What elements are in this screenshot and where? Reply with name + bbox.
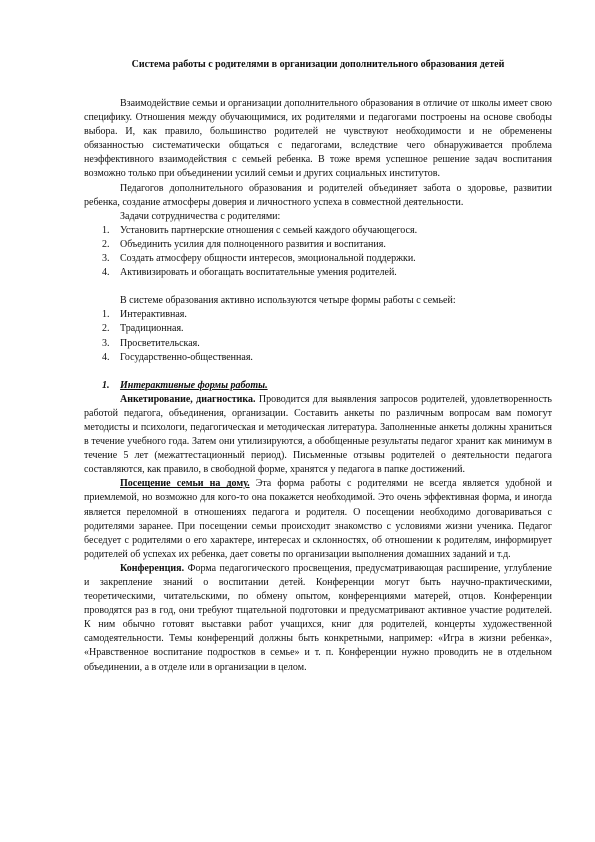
section-number: 1. — [102, 379, 110, 391]
conference-paragraph — [84, 562, 552, 675]
list-item-text: Интерактивная. — [120, 309, 187, 321]
section-title: Интерактивные формы работы. — [120, 379, 268, 391]
survey-lead: Анкетирование, диагностика. — [120, 393, 256, 405]
list-number: 1. — [102, 224, 110, 236]
tasks-heading: Задачи сотрудничества с родителями: — [120, 210, 281, 222]
list-number: 2. — [102, 238, 110, 250]
conference-text: Форма педагогического просвещения, предусматривающая расширение, углубление и закрепление знаний о воспитании детей. Конференции могут быть научно-практическими, теоретическими, читательскими, по обмену опытом, конференциями матерей, отцов. Конференции проводятся раз в год, они требуют тщательной подготовки и предусматривают активное участие родителей. К ним обычно готовят выставки работ учащихся, книг для родителей, концерты художественной самодеятельности. Темы конференций должны быть конкретными, например: «Игра в жизни ребенка», «Нравственное воспитание подростков в семье» и т. п. Конференции нужно проводить не в отдельном объединении, а в отделе или в организации в целом. — [84, 562, 552, 673]
list-number: 4. — [102, 351, 110, 363]
section-heading — [84, 379, 552, 393]
list-item-text: Создать атмосферу общности интересов, эмоциональной поддержки. — [120, 253, 416, 265]
intro-paragraph-2: Педагогов дополнительного образования и родителей объединяет забота о здоровье, развитии ребенка, создание атмосферы доверия и личностного успеха в совместной деятельности. — [84, 182, 552, 208]
list-item-text: Просветительская. — [120, 337, 200, 349]
list-item — [84, 252, 552, 266]
list-number: 4. — [102, 267, 110, 279]
list-item-text: Государственно-общественная. — [120, 351, 253, 363]
list-item-text: Установить партнерские отношения с семьей каждого обучающегося. — [120, 224, 418, 236]
list-item — [84, 224, 552, 238]
home-visit-paragraph — [84, 477, 552, 562]
tasks-list — [84, 224, 552, 280]
list-number: 3. — [102, 253, 110, 265]
home-visit-text: Эта форма работы с родителями не всегда является удобной и приемлемой, но возможно для кого-то она покажется необходимой. Это очень эффективная форма, и иногда является переломной в отношениях педагога и родителя. О посещении необходимо договариваться с родителями заранее. При посещении семьи происходит знакомство с условиями жизни ученика. Педагог беседует с родителями о его характере, интересах и склонностях, об отношении к родителям, информирует родителей об успехах их ребенка, дает советы по организации выполнения домашних заданий и т.д. — [84, 478, 553, 560]
conference-lead: Конференция. — [120, 562, 185, 574]
list-item-text: Активизировать и обогащать воспитательные умения родителей. — [120, 267, 397, 279]
spacer — [84, 280, 552, 294]
list-item — [84, 238, 552, 252]
list-item — [84, 337, 552, 351]
list-item-text: Традиционная. — [120, 323, 184, 335]
list-item — [84, 266, 552, 280]
document-body — [84, 58, 552, 675]
list-number: 1. — [102, 309, 110, 321]
list-number: 3. — [102, 337, 110, 349]
list-item — [84, 308, 552, 322]
forms-list — [84, 308, 552, 364]
list-number: 2. — [102, 323, 110, 335]
list-item — [84, 322, 552, 336]
list-item — [84, 351, 552, 365]
home-visit-lead: Посещение семьи на дому. — [120, 478, 250, 490]
list-item-text: Объединить усилия для полноценного развития и воспитания. — [120, 238, 386, 250]
survey-text: Проводится для выявления запросов родителей, удовлетворенность работой педагога, объединения, организации. Составить анкеты по различным вопросам вам помогут методисты и психологи, педагогическая и методическая литература. Заполненные анкеты должны храниться в течение учебного года. Затем они утилизируются, а обобщенные результаты педагог хранит как минимум в течение 5 лет (межаттестационный период). Письменные отзывы родителей о деятельности педагога составляются, как правило, в свободной форме, хранятся у педагога в папке достижений. — [84, 393, 552, 476]
document-title: Система работы с родителями в организации дополнительного образования детей — [131, 59, 505, 70]
spacer — [84, 365, 552, 379]
forms-intro: В системе образования активно используются четыре формы работы с семьей: — [120, 295, 456, 307]
survey-paragraph — [84, 393, 552, 478]
intro-paragraph-1: Взаимодействие семьи и организации дополнительного образования в отличие от школы имеет свою специфику. Отношения между обучающимися, их родителями и педагогами построены на основе свободы выбора. И, как правило, большинство родителей не чувствуют необходимости и не обременены обязанностью систематически общаться с педагогами, вследствие чего обнаруживается проблема неэффективного взаимодействия с семьей ребенка. В тоже время успешное решение задач воспитания возможно только при объединении усилий семьи и других социальных институтов. — [84, 98, 552, 180]
